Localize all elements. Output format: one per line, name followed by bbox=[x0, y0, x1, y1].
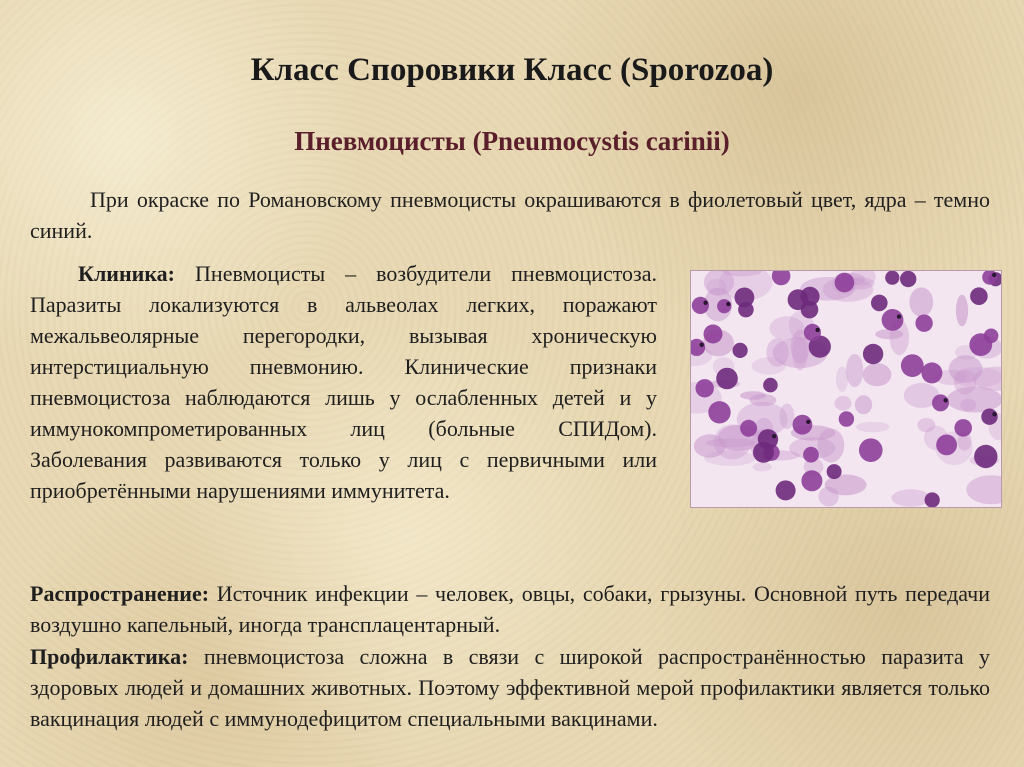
slide-title: Класс Споровики Класс (Sporozoa) bbox=[250, 52, 774, 88]
clinic-paragraph bbox=[30, 258, 657, 506]
clinic-text: Пневмоцисты – возбудители пневмоцистоза. Паразиты локализуются в альвеолах легких, поражают межальвеолярные перегородки, вызывая хроническую интерстициальную пневмонию. Клинические признаки пневмоцистоза наблюдаются лишь у ослабленных детей и у иммунокомпрометированных лиц (больные СПИДом). Заболевания развиваются только у лиц с первичными или приобретёнными нарушениями иммунитета. bbox=[30, 261, 657, 503]
prophylaxis-label: Профилактика: bbox=[30, 644, 189, 669]
clinic-label: Клиника: bbox=[78, 261, 175, 286]
intro-paragraph: При окраске по Романовскому пневмоцисты окрашиваются в фиолетовый цвет, ядра – темно синий. bbox=[30, 187, 990, 243]
spread-text: Источник инфекции – человек, овцы, собаки, грызуны. Основной путь передачи воздушно капельный, иногда трансплацентарный. bbox=[30, 581, 990, 637]
micrograph-image bbox=[690, 270, 1002, 508]
slide-subtitle: Пневмоцисты (Pneumocystis carinii) bbox=[294, 126, 730, 156]
spread-label: Распространение: bbox=[30, 581, 210, 606]
spread-paragraph bbox=[30, 578, 990, 640]
prophylaxis-paragraph bbox=[30, 641, 990, 734]
prophylaxis-text: пневмоцистоза сложна в связи с широкой распространённостью паразита у здоровых людей и домашних животных. Поэтому эффективной мерой профилактики является только вакцинация людей с иммунодефицитом специальными вакцинами. bbox=[30, 644, 990, 731]
